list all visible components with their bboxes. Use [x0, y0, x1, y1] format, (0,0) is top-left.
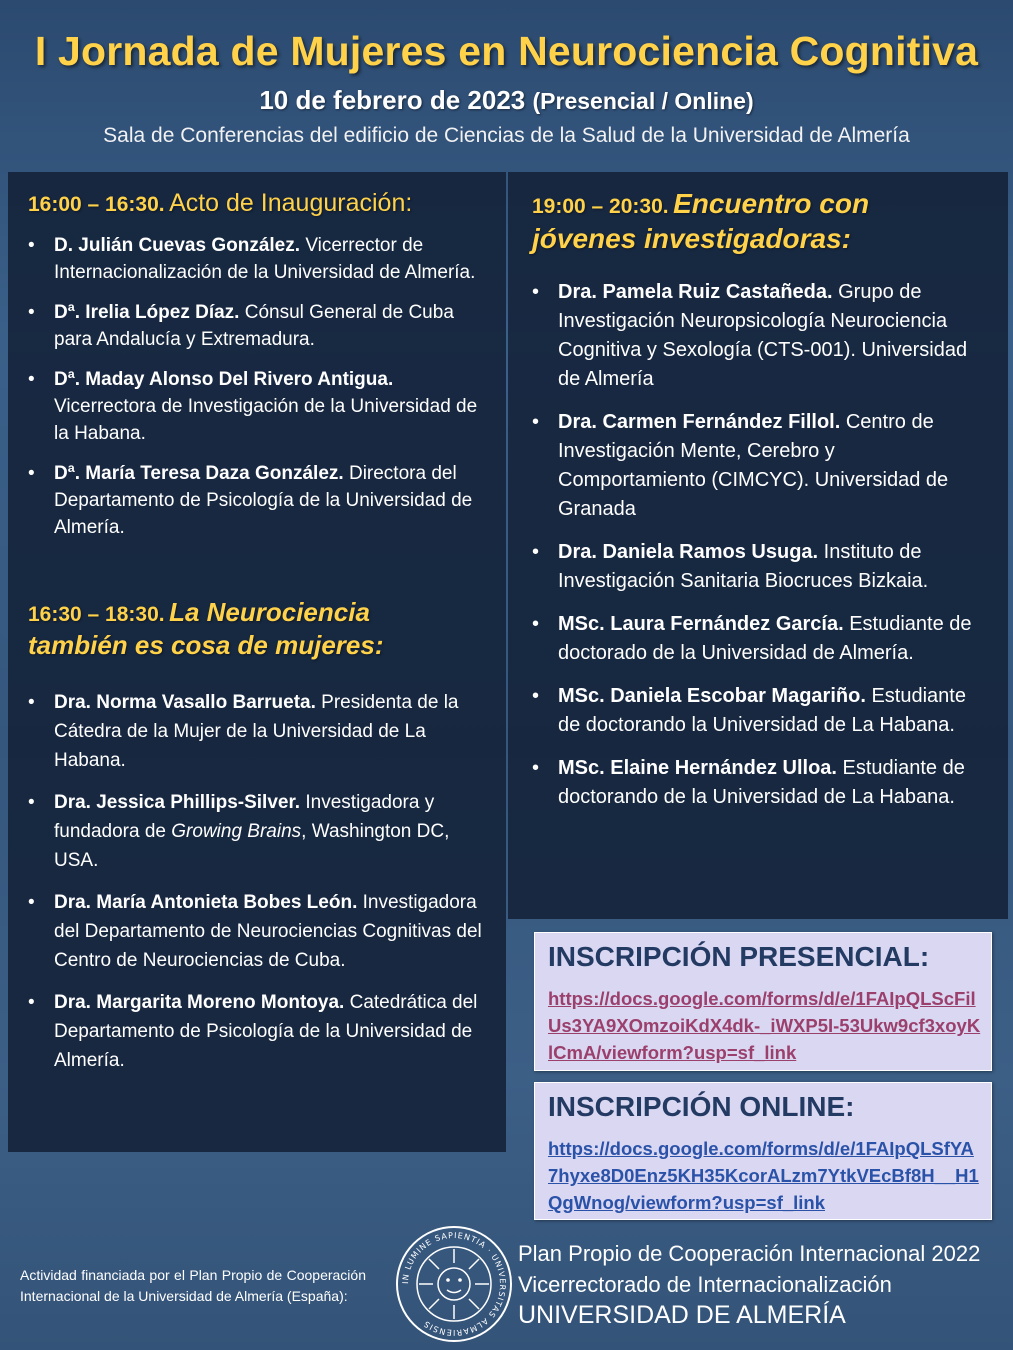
list-item	[532, 754, 972, 812]
speaker-desc: Directora del Departamento de Psicología de la Universidad de Almería.	[54, 463, 473, 538]
list-item	[28, 460, 488, 541]
speaker-name: Dra. Daniela Ramos Usuga.	[558, 541, 819, 563]
section-inauguration-heading	[28, 188, 412, 219]
speaker-desc: Estudiante de doctorando la Universidad de La Habana.	[558, 685, 966, 736]
neuroscience-list	[28, 688, 488, 1088]
speaker-name: MSc. Elaine Hernández Ulloa.	[558, 757, 837, 779]
list-item	[28, 988, 488, 1075]
speaker-name: Dª. Maday Alonso Del Rivero Antigua.	[54, 369, 394, 390]
registration-online-title: INSCRIPCIÓN ONLINE:	[548, 1091, 855, 1122]
speaker-name: Dra. Carmen Fernández Fillol.	[558, 411, 841, 433]
registration-presencial-box	[534, 932, 992, 1071]
list-item	[28, 366, 488, 447]
speaker-name: Dra. Jessica Phillips-Silver.	[54, 792, 301, 813]
speaker-desc: Presidenta de la Cátedra de la Mujer de la Universidad de La Habana.	[54, 692, 459, 771]
sun-face-icon	[419, 1249, 489, 1319]
registration-online-box	[534, 1082, 992, 1220]
speaker-name: MSc. Daniela Escobar Magariño.	[558, 685, 866, 707]
speaker-desc: Cónsul General de Cuba para Andalucía y Extremadura.	[54, 302, 454, 350]
list-item	[28, 688, 488, 775]
university-name: UNIVERSIDAD DE ALMERÍA	[518, 1301, 846, 1329]
university-line2: Vicerrectorado de Internacionalización	[518, 1272, 892, 1297]
funding-note: Actividad financiada por el Plan Propio de Cooperación Internacional de la Universidad de Almería (España):	[20, 1267, 366, 1304]
venue: Sala de Conferencias del edificio de Ciencias de la Salud de la Universidad de Almería	[103, 124, 910, 147]
list-item	[28, 299, 488, 353]
mode-text: (Presencial / Online)	[532, 88, 754, 114]
speaker-name: Dª. María Teresa Daza González.	[54, 463, 344, 484]
section-topic-line1: La Neurociencia	[169, 597, 370, 627]
seal-text: IN LUMINE SAPIENTIA · UNIVERSITAS ALMARIENSIS	[400, 1230, 508, 1338]
speaker-desc-tail: , Washington DC, USA.	[54, 821, 450, 871]
speaker-name: Dra. Margarita Moreno Montoya.	[54, 992, 345, 1013]
university-block	[518, 1238, 980, 1331]
university-seal-logo	[395, 1225, 513, 1343]
list-item	[532, 610, 972, 668]
speaker-desc-italic: Growing Brains	[171, 821, 302, 842]
speaker-desc: Investigadora y fundadora de	[54, 792, 435, 842]
speaker-desc: Vicerrector de Internacionalización de la Universidad de Almería.	[54, 235, 476, 283]
registration-online-link[interactable]: https://docs.google.com/forms/d/e/1FAIpQLSfYA7hyxe8D0Enz5KH35KcorALzm7YtkVEcBf8H__H1QgWnog/viewform?usp=sf_link	[548, 1138, 979, 1213]
seal-outer-ring	[397, 1227, 511, 1341]
speaker-desc: Instituto de Investigación Sanitaria Biocruces Bizkaia.	[558, 541, 929, 592]
registration-presencial-title: INSCRIPCIÓN PRESENCIAL:	[548, 941, 930, 972]
speaker-name: MSc. Laura Fernández García.	[558, 613, 844, 635]
section-topic-line2: jóvenes investigadoras:	[532, 223, 852, 254]
speaker-name: Dra. Norma Vasallo Barrueta.	[54, 692, 316, 713]
page-title: I Jornada de Mujeres en Neurociencia Cognitiva	[34, 28, 979, 74]
section-topic-line2: también es cosa de mujeres:	[28, 629, 384, 660]
list-item	[532, 682, 972, 740]
speaker-desc: Estudiante de doctorando de la Universidad de La Habana.	[558, 757, 965, 808]
speaker-desc: Catedrática del Departamento de Psicología de la Universidad de Almería.	[54, 992, 478, 1071]
speaker-desc: Grupo de Investigación Neuropsicología Neurociencia Cognitiva y Sexología (CTS-001). Universidad de Almería	[558, 281, 968, 390]
section-time: 19:00 – 20:30.	[532, 195, 669, 218]
young-researchers-list	[532, 278, 972, 826]
section-young-researchers-heading	[532, 186, 869, 256]
university-line1: Plan Propio de Cooperación Internacional 2022	[518, 1241, 981, 1266]
speaker-desc: Vicerrectora de Investigación de la Universidad de la Habana.	[54, 396, 478, 444]
speaker-name: D. Julián Cuevas González.	[54, 235, 301, 256]
registration-presencial-link[interactable]: https://docs.google.com/forms/d/e/1FAIpQLScFilUs3YA9XOmzoiKdX4dk-_iWXP5I-53Ukw9cf3xoyKlCmA/viewform?usp=sf_link	[548, 988, 981, 1063]
section-topic-line1: Encuentro con	[673, 188, 870, 219]
speaker-name: Dra. María Antonieta Bobes León.	[54, 892, 358, 913]
inauguration-list	[28, 232, 488, 554]
list-item	[532, 278, 972, 394]
date-text: 10 de febrero de 2023	[259, 85, 526, 115]
list-item	[532, 538, 972, 596]
speaker-name: Dra. Pamela Ruiz Castañeda.	[558, 281, 833, 303]
list-item	[28, 888, 488, 975]
list-item	[28, 788, 488, 875]
list-item	[532, 408, 972, 524]
speaker-desc: Investigadora del Departamento de Neurociencias Cognitivas del Centro de Neurociencias de Cuba.	[54, 892, 482, 971]
event-date	[0, 85, 1013, 116]
speaker-desc: Estudiante de doctorado de la Universidad de Almería.	[558, 613, 972, 664]
section-time: 16:00 – 16:30.	[28, 193, 165, 216]
section-time: 16:30 – 18:30.	[28, 603, 165, 626]
section-neuroscience-heading	[28, 596, 383, 661]
speaker-name: Dª. Irelia López Díaz.	[54, 302, 240, 323]
list-item	[28, 232, 488, 286]
speaker-desc: Centro de Investigación Mente, Cerebro y Comportamiento (CIMCYC). Universidad de Granada	[558, 411, 949, 520]
section-topic: Acto de Inauguración:	[169, 189, 413, 217]
